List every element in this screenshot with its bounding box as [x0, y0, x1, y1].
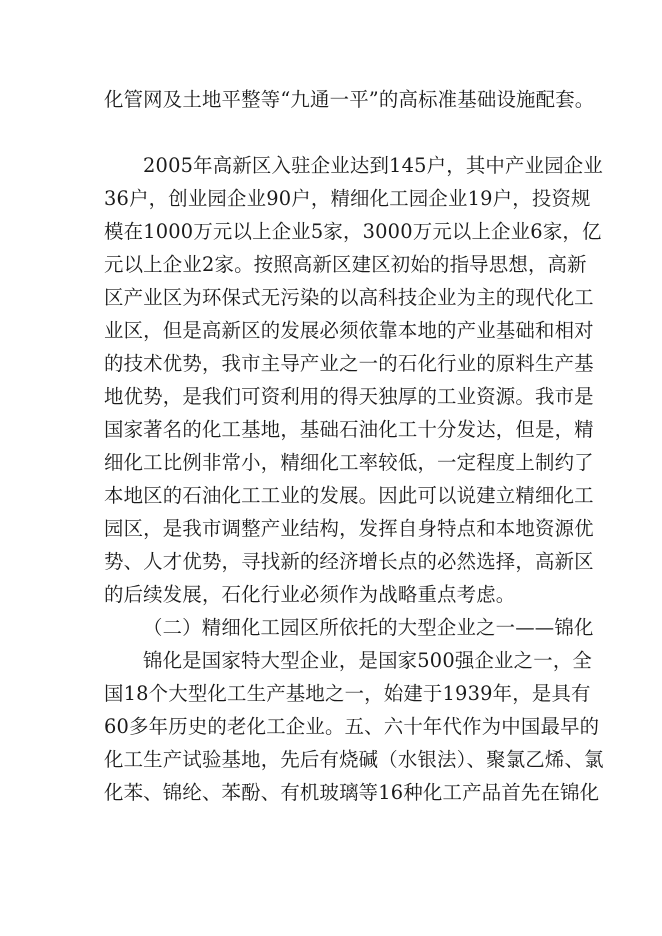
text-line: 36户，创业园企业90户，精细化工园企业19户，投资规	[104, 187, 591, 210]
text-line: 业区，但是高新区的发展必须依靠本地的产业基础和相对	[104, 319, 594, 342]
text-line: 细化工比例非常小，精细化工率较低，一定程度上制约了	[104, 451, 594, 474]
text-line: 区产业区为环保式无污染的以高科技企业为主的现代化工	[104, 286, 594, 309]
text-line: 化苯、锦纶、苯酚、有机玻璃等16种化工产品首先在锦化	[104, 781, 600, 804]
text-line: 元以上企业2家。按照高新区建区初始的指导思想，高新	[104, 253, 587, 276]
text-line: 化管网及土地平整等“九通一平”的高标准基础设施配套。	[104, 88, 595, 111]
text-line: 国家著名的化工基地，基础石油化工十分发达，但是，精	[104, 418, 594, 441]
text-line: 化工生产试验基地，先后有烧碱（水银法）、聚氯乙烯、氯	[104, 748, 604, 771]
text-line: 势、人才优势，寻找新的经济增长点的必然选择，高新区	[104, 550, 594, 573]
text-line: 地优势，是我们可资利用的得天独厚的工业资源。我市是	[104, 385, 594, 408]
text-line: 国18个大型化工生产基地之一，始建于1939年，是具有	[104, 682, 591, 705]
paragraph-first-line: 2005年高新区入驻企业达到145户，其中产业园企业	[143, 154, 603, 177]
text-line: 园区，是我市调整产业结构，发挥自身特点和本地资源优	[104, 517, 594, 540]
text-line: 的技术优势，我市主导产业之一的石化行业的原料生产基	[104, 352, 594, 375]
text-line: 模在1000万元以上企业5家，3000万元以上企业6家，亿	[104, 220, 602, 243]
section-heading: （二）精细化工园区所依托的大型企业之一——锦化	[143, 616, 594, 639]
text-line: 本地区的石油化工工业的发展。因此可以说建立精细化工	[104, 484, 594, 507]
text-line: 60多年历史的老化工企业。五、六十年代作为中国最早的	[104, 715, 600, 738]
text-line: 的后续发展，石化行业必须作为战略重点考虑。	[104, 583, 516, 606]
paragraph-first-line: 锦化是国家特大型企业，是国家500强企业之一，全	[143, 649, 593, 672]
